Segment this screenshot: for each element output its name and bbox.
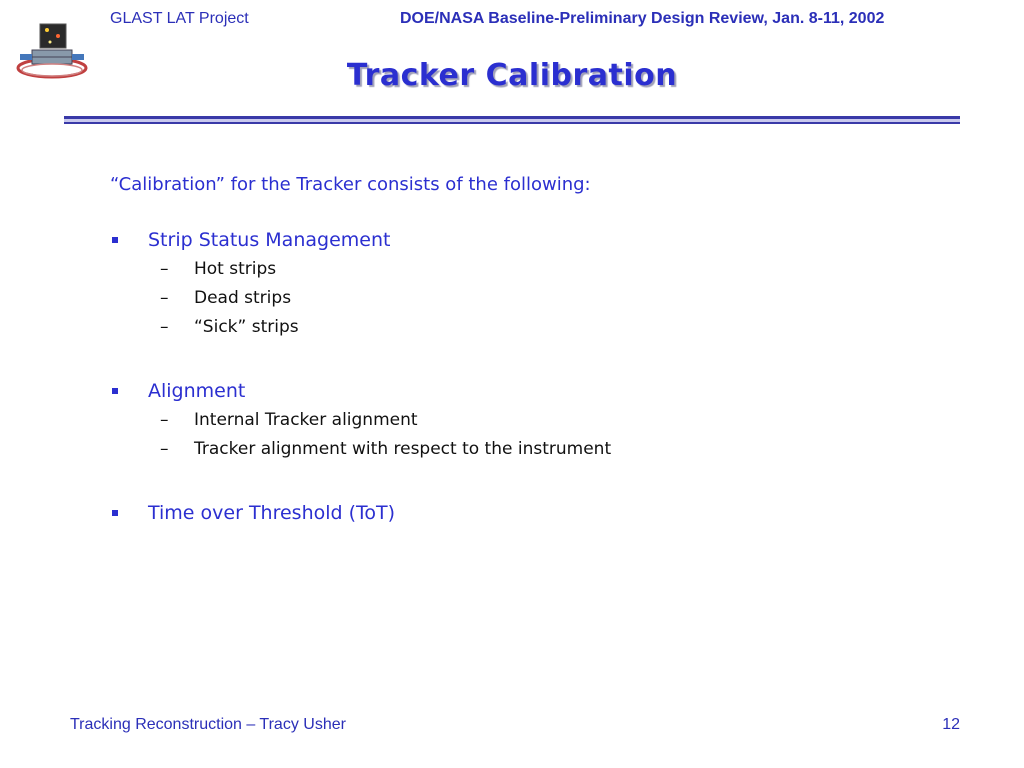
bullet-label: Time over Threshold (ToT) xyxy=(148,502,396,524)
sub-item xyxy=(160,259,970,288)
dash-marker: – xyxy=(160,410,169,430)
sub-item xyxy=(160,288,970,317)
square-bullet-icon xyxy=(112,510,118,516)
sub-list xyxy=(110,410,970,468)
footer-author: Tracking Reconstruction – Tracy Usher xyxy=(70,716,346,733)
header-project: GLAST LAT Project xyxy=(110,10,249,27)
bullet-label: Strip Status Management xyxy=(148,229,391,251)
title-divider xyxy=(64,116,960,124)
section-tot xyxy=(110,502,970,532)
bullet-item xyxy=(110,502,970,532)
sub-item-label: “Sick” strips xyxy=(194,317,299,337)
dash-marker: – xyxy=(160,288,169,308)
sub-item xyxy=(160,439,970,468)
header-review: DOE/NASA Baseline-Preliminary Design Review, Jan. 8-11, 2002 xyxy=(400,10,885,27)
sub-item xyxy=(160,410,970,439)
dash-marker: – xyxy=(160,259,169,279)
dash-marker: – xyxy=(160,317,169,337)
sub-item-label: Dead strips xyxy=(194,288,292,308)
square-bullet-icon xyxy=(112,388,118,394)
bullet-item xyxy=(110,380,970,410)
intro-text: “Calibration” for the Tracker consists of the following: xyxy=(110,174,591,195)
sub-list xyxy=(110,259,970,346)
bullet-item xyxy=(110,229,970,259)
dash-marker: – xyxy=(160,439,169,459)
page-number: 12 xyxy=(942,716,960,733)
sub-item xyxy=(160,317,970,346)
sub-item-label: Internal Tracker alignment xyxy=(194,410,418,430)
square-bullet-icon xyxy=(112,237,118,243)
section-strip-status xyxy=(110,229,970,346)
slide-body xyxy=(110,174,970,566)
sub-item-label: Hot strips xyxy=(194,259,277,279)
sub-item-label: Tracker alignment with respect to the instrument xyxy=(194,439,612,459)
page-title: Tracker Calibration xyxy=(346,58,678,93)
bullet-label: Alignment xyxy=(148,380,246,402)
section-alignment xyxy=(110,380,970,468)
